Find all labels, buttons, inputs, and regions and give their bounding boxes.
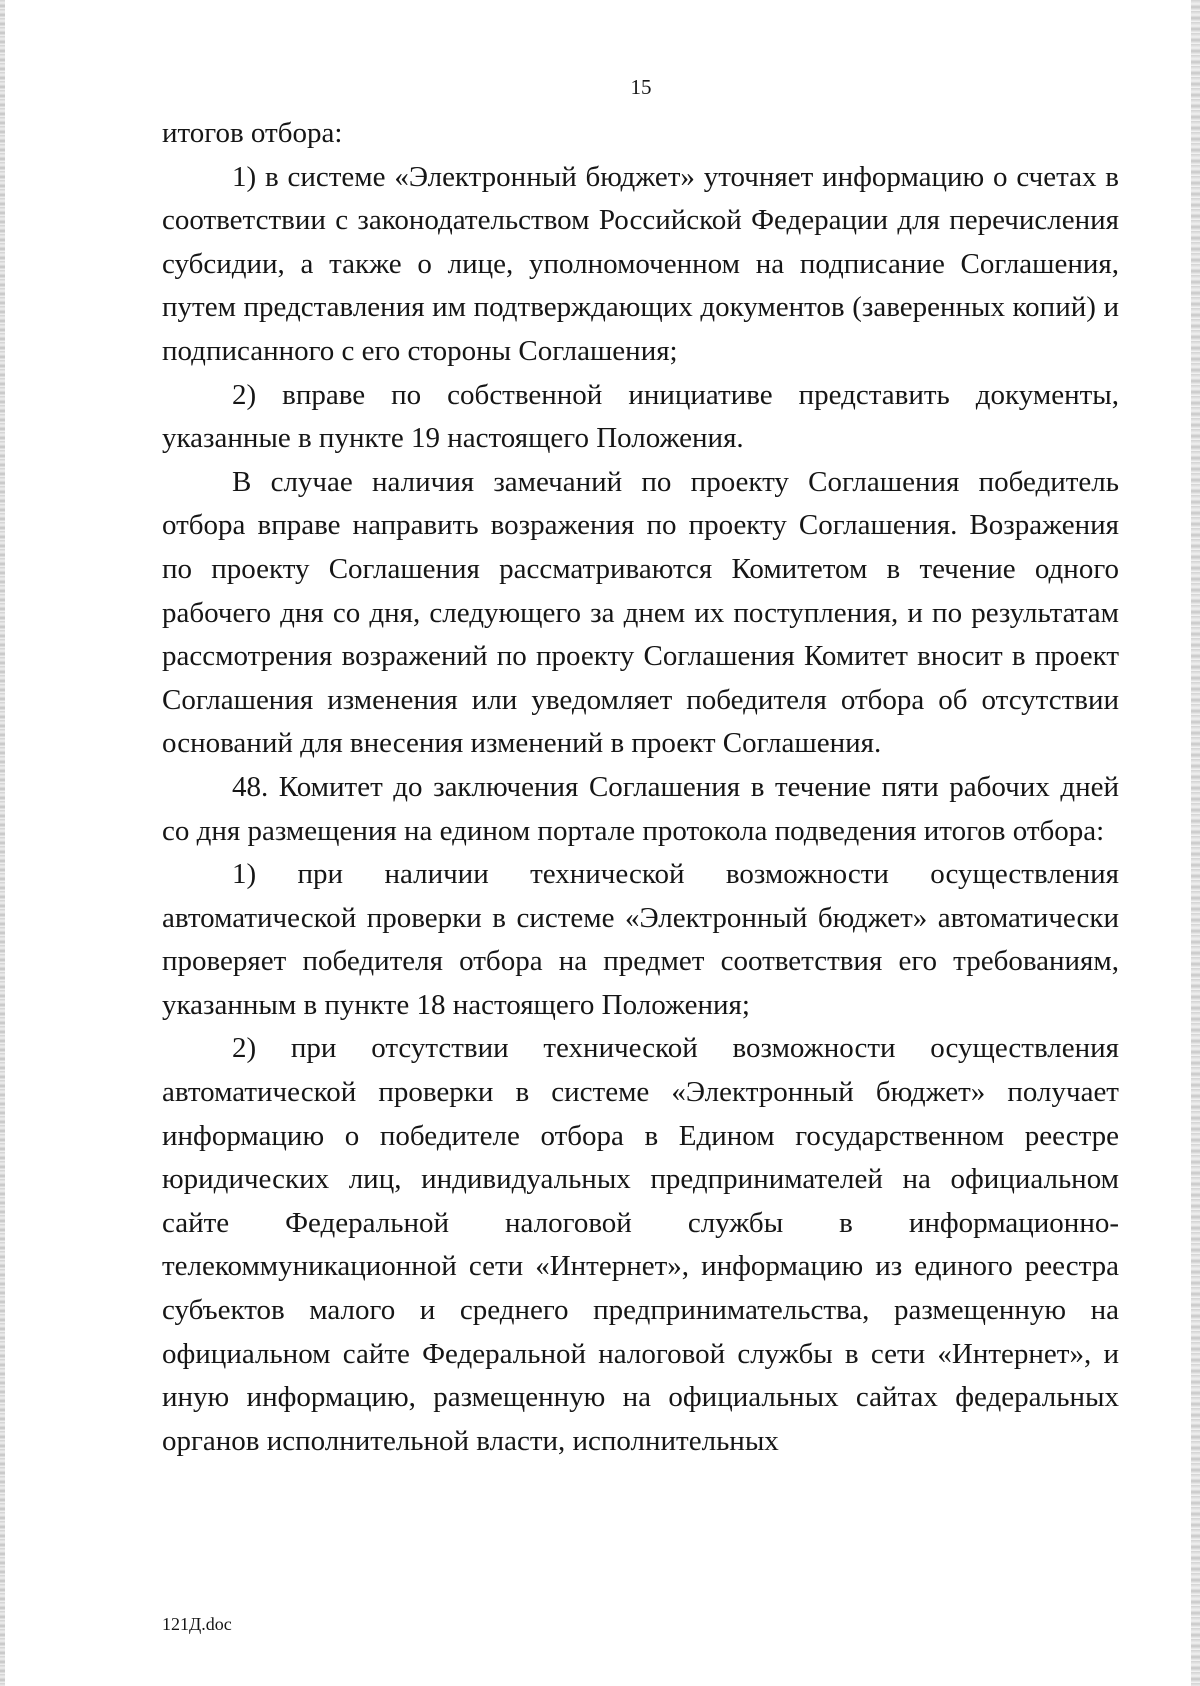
paragraph-section-48-item-1: 1) при наличии технической возможности осуществления автоматической проверки в системе «Электронный бюджет» автоматически проверяет победителя отбора на предмет соответствия его требованиям, указанным в пункте 18 настоящего Положения; <box>162 858 1119 1021</box>
paragraph-continuation: итогов отбора: <box>162 117 343 149</box>
document-body <box>162 112 1119 1463</box>
paragraph-item-1: 1) в системе «Электронный бюджет» уточняет информацию о счетах в соответствии с законодательством Российской Федерации для перечисления субсидии, а также о лице, уполномоченном на подписание Соглашения, путем представления им подтверждающих документов (заверенных копий) и подписанного с его стороны Соглашения; <box>162 160 1119 367</box>
paragraph-item-2: 2) вправе по собственной инициативе представить документы, указанные в пункте 19 настоящего Положения. <box>162 378 1119 455</box>
paragraph-section-48-item-2: 2) при отсутствии технической возможности осуществления автоматической проверки в системе «Электронный бюджет» получает информацию о победителе отбора в Едином государственном реестре юридических лиц, индивидуальных предпринимателей на официальном сайте Федеральной налоговой службы в информационно-телекоммуникационной сети «Интернет», информацию из единого реестра субъектов малого и среднего предпринимательства, размещенную на официальном сайте Федеральной налоговой службы в сети «Интернет», и иную информацию, размещенную на официальных сайтах федеральных органов исполнительной власти, исполнительных <box>162 1032 1119 1457</box>
scan-edge-left <box>0 0 5 1686</box>
paragraph-objections: В случае наличия замечаний по проекту Соглашения победитель отбора вправе направить возражения по проекту Соглашения. Возражения по проекту Соглашения рассматриваются Комитетом в течение одного рабочего дня со дня, следующего за днем их поступления, и по результатам рассмотрения возражений по проекту Соглашения Комитет вносит в проект Соглашения изменения или уведомляет победителя отбора об отсутствии оснований для внесения изменений в проект Соглашения. <box>162 465 1119 760</box>
scan-edge-right <box>1191 0 1200 1686</box>
page-number: 15 <box>630 75 652 99</box>
footer-filename: 121Д.doc <box>162 1614 232 1634</box>
paragraph-section-48: 48. Комитет до заключения Соглашения в течение пяти рабочих дней со дня размещения на едином портале протокола подведения итогов отбора: <box>162 770 1119 847</box>
